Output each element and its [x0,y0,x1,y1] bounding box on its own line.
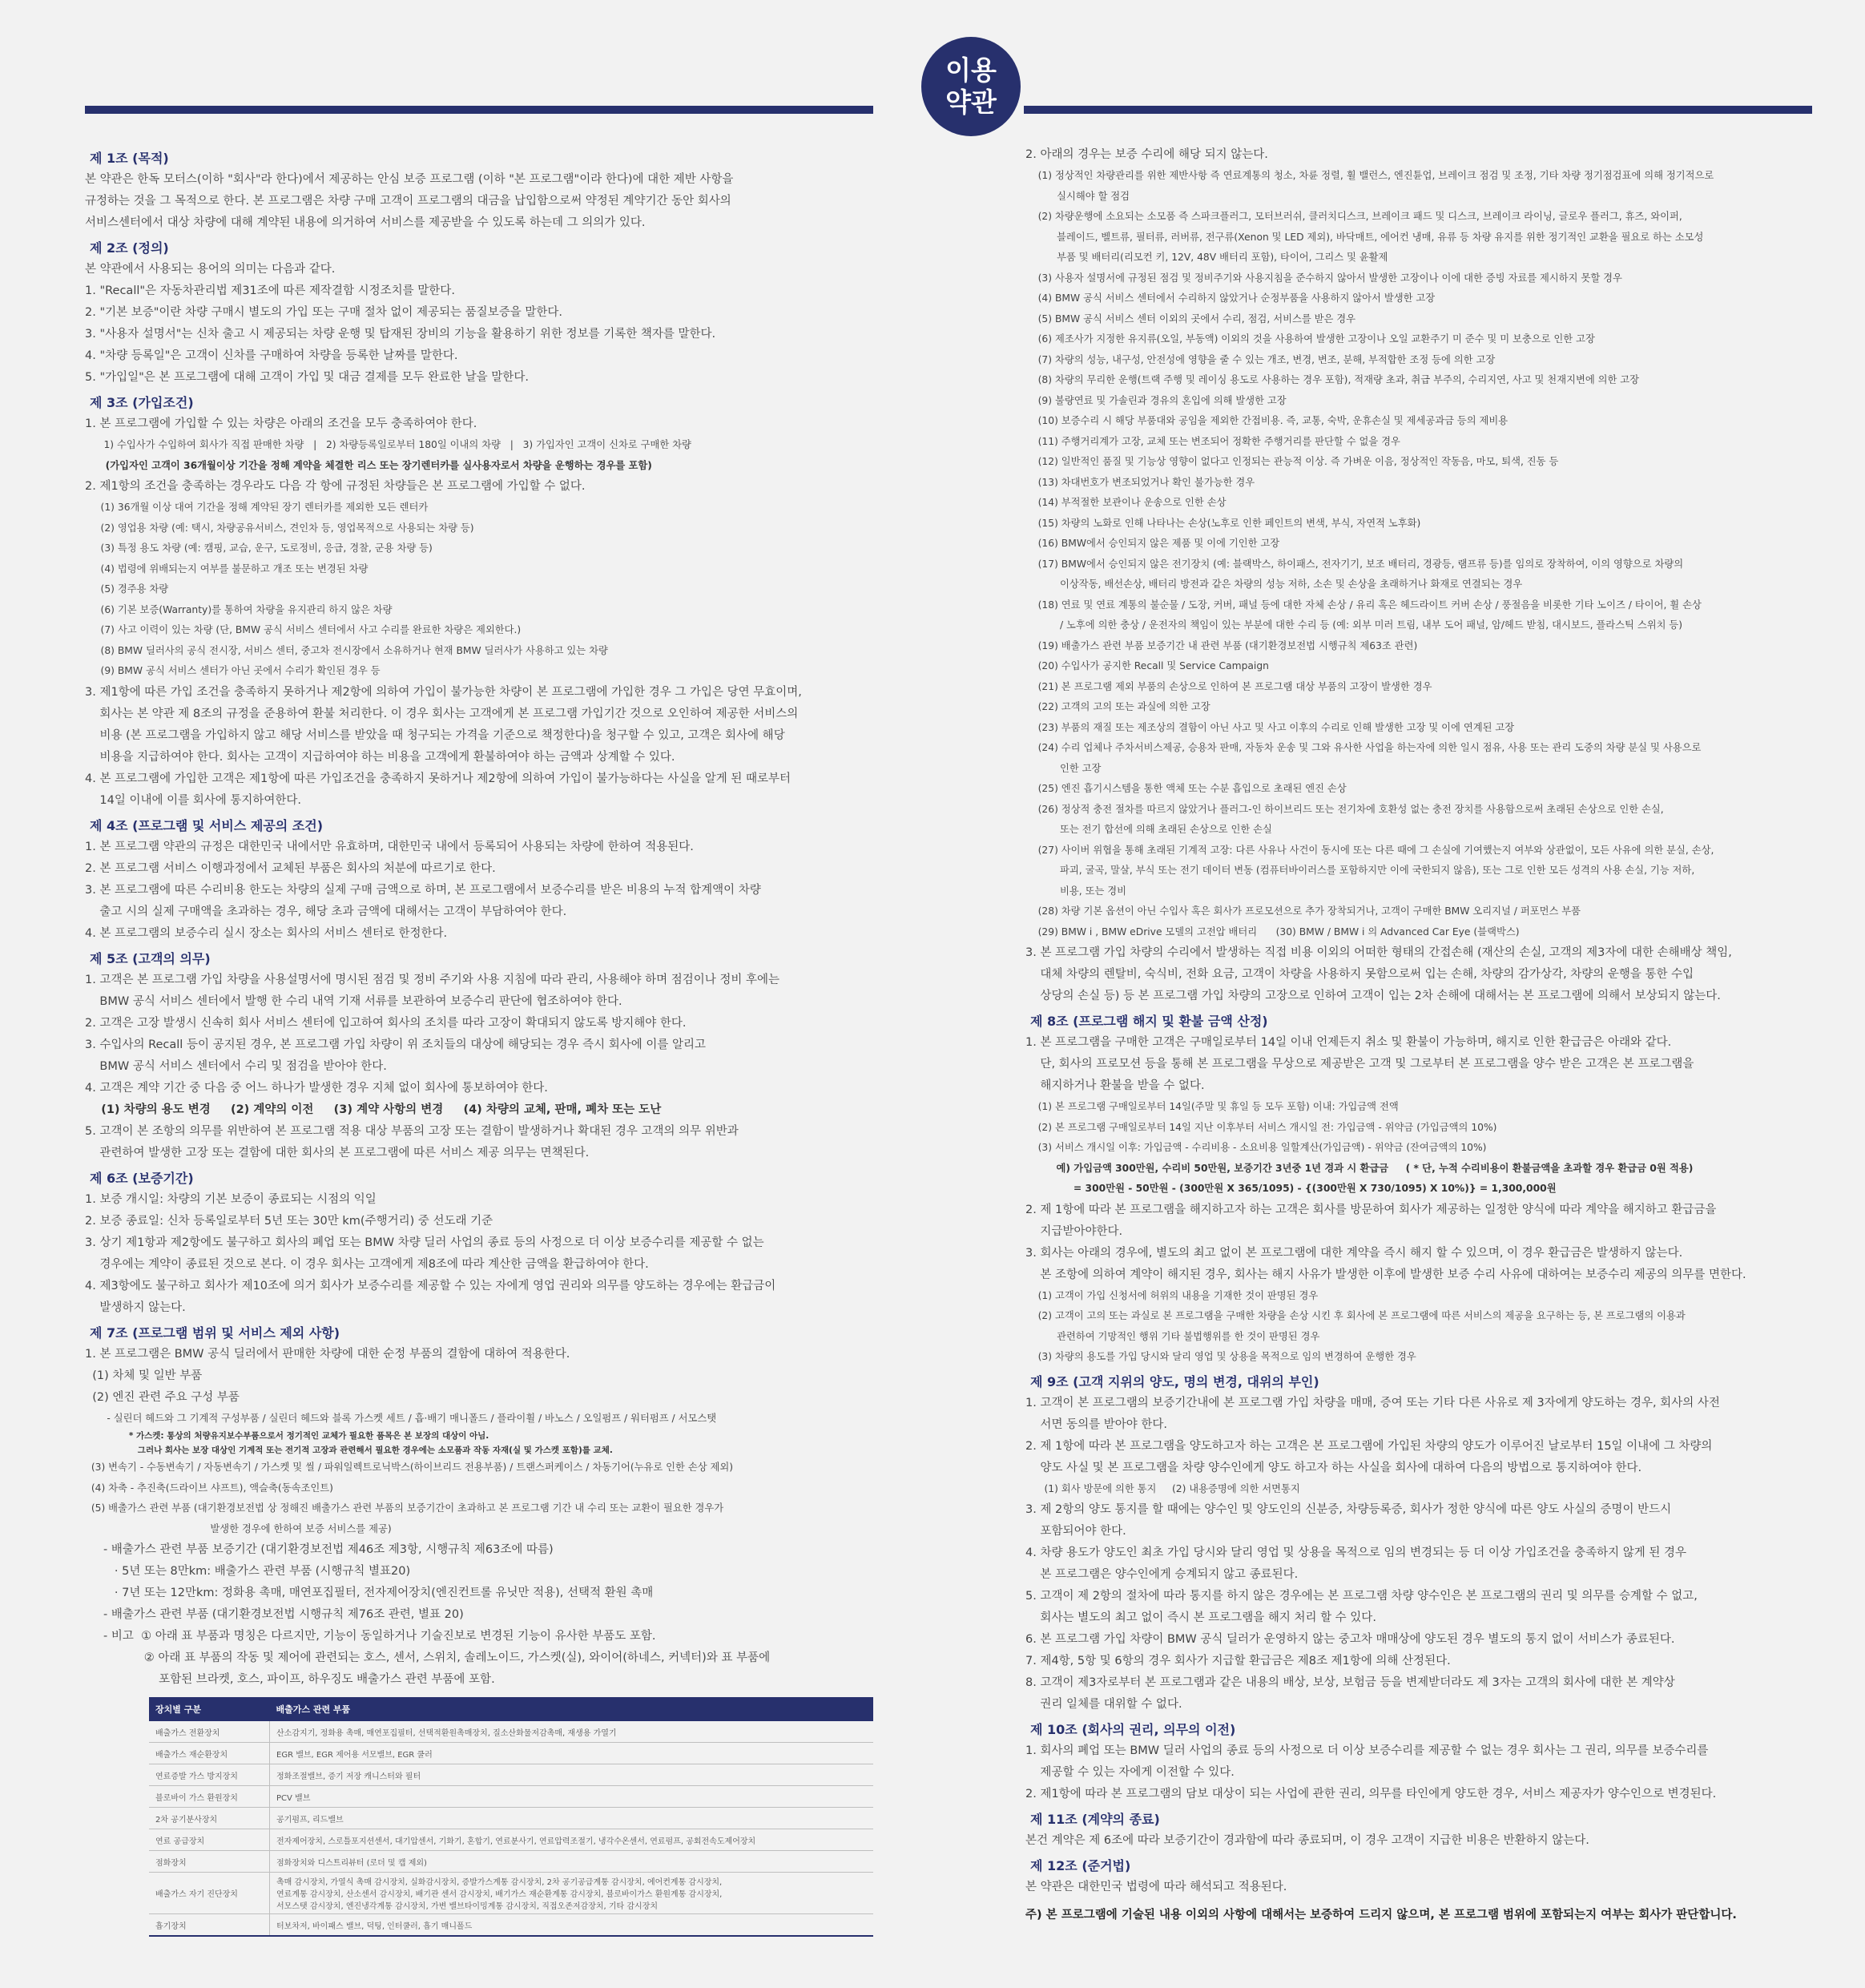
paragraph-line: 1. 본 프로그램은 BMW 공식 딜러에서 판매한 차량에 대한 순정 부품의 결함에 대하여 적용한다. [85,1347,570,1361]
paragraph-line: 출고 시의 실제 구매액을 초과하는 경우, 해당 초과 금액에 대해서는 고객이 부담하여야 한다. [85,905,567,918]
table-cell-device: 배출가스 자기 진단장치 [149,1873,270,1914]
table-row [149,1808,873,1829]
sub-item-line: (2) 영업용 차량 (예: 택시, 차량공유서비스, 견인차 등, 영업목적으로 사용되는 차량 등) [85,522,474,534]
sub-item-line: (15) 차량의 노화로 인해 나타나는 손상(노후로 인한 페인트의 변색, 부식, 자연적 노후화) [1025,517,1421,529]
right-column-text [1025,144,1823,1898]
paragraph-line: 2. 아래의 경우는 보증 수리에 해당 되지 않는다. [1025,148,1268,161]
sub-item-line: (5) 배출가스 관련 부품 (대기환경보전법 상 정해진 배출가스 관련 부품의 보증기간이 초과하고 본 프로그램 기간 내 수리 또는 교환이 필요한 경우가 [85,1502,724,1514]
sub-item-line: (13) 차대번호가 변조되었거나 확인 불가능한 경우 [1025,476,1255,488]
footer-note: 주) 본 프로그램에 기술된 내용 이외의 사항에 대해서는 보증하여 드리지 않으며, 본 프로그램 범위에 포함되는지 여부는 회사가 판단합니다. [1025,1909,1737,1921]
table-cell-parts: PCV 밸브 [270,1786,874,1808]
paragraph-line: 4. 차량 용도가 양도인 최초 가입 당시와 달리 영업 및 상용을 목적으로 임의 변경되는 등 더 이상 가입조건을 충족하지 않게 된 경우 [1025,1546,1686,1559]
sub-item-line: (28) 차량 기본 옵션이 아닌 수입사 혹은 회사가 프로모션으로 추가 장착되거나, 고객이 구매한 BMW 오리지널 / 퍼포먼스 부품 [1025,905,1581,917]
sub-item-line: (3) 변속기 - 수동변속기 / 자동변속기 / 가스켓 및 씰 / 파워일렉트로닉박스(하이브리드 전용부품) / 트랜스퍼케이스 / 차동기어(누유로 인한 손상 제외) [85,1462,734,1473]
sub-item-line: (1) 정상적인 차량관리를 위한 제반사항 즉 연료계통의 청소, 차륜 정렬, 휠 밸런스, 엔진튠업, 브레이크 점검 및 조정, 기타 차량 정기점검표에 의해 정기적으로 [1025,170,1714,181]
table-header-parts: 배출가스 관련 부품 [270,1697,874,1721]
sub-item-line: 이상작동, 배선손상, 배터리 방전과 같은 차량의 성능 저하, 소손 및 손상을 초래하거나 화재로 연결되는 경우 [1025,579,1523,590]
paragraph-line: 1. 회사의 폐업 또는 BMW 딜러 사업의 종료 등의 사정으로 더 이상 보증수리를 제공할 수 없는 경우 회사는 그 권리, 의무를 보증수리를 [1025,1744,1709,1757]
sub-item-line: 비용, 또는 경비 [1025,885,1126,897]
sub-item-line: (26) 정상적 충전 절차를 따르지 않았거나 플러그-인 하이브리드 또는 전기차에 호환성 없는 충전 장치를 사용함으로써 초래된 손상으로 인한 손실, [1025,803,1664,815]
paragraph-line: ② 아래 표 부품의 작동 및 제어에 관련되는 호스, 센서, 스위치, 솔레노이드, 가스켓(실), 와이어(하네스, 커넥터)와 표 부품에 [85,1651,771,1664]
sub-item-line: (9) 불량연료 및 가솔린과 경유의 혼입에 의해 발생한 고장 [1025,394,1287,406]
paragraph-line: 2. 제1항의 조건을 충족하는 경우라도 다음 각 항에 규정된 차량들은 본 프로그램에 가입할 수 없다. [85,480,586,493]
sub-item-line: (가입자인 고객이 36개월이상 기간을 정해 계약을 체결한 리스 또는 장기렌터카를 실사용자로서 차량을 운행하는 경우를 포함) [85,459,652,471]
paragraph-line: BMW 공식 서비스 센터에서 수리 및 점검을 받아야 한다. [85,1059,387,1073]
sub-item-line: (3) 특정 용도 차량 (예: 캠핑, 교습, 운구, 도로정비, 응급, 경찰, 군용 차량 등) [85,542,433,554]
left-column-text [85,150,882,1691]
paragraph-line: 4. 제3항에도 불구하고 회사가 제10조에 의거 회사가 보증수리를 제공할 수 있는 자에게 영업 권리와 의무를 양도하는 경우에는 환급금이 [85,1279,776,1292]
paragraph-line: (2) 엔진 관련 주요 구성 부품 [85,1390,240,1404]
sub-item-line: / 노후에 의한 충상 / 운전자의 책임이 있는 부분에 대한 수리 등 (예: 외부 미러 트림, 내부 도어 패널, 암/헤드 받침, 대시보드, 플라스틱 스위치 등) [1025,619,1683,631]
sub-item-line: 파괴, 굴곡, 말살, 부식 또는 전기 데이터 변동 (컴퓨터바이러스를 포함하지만 이에 국한되지 않음), 또는 그로 인한 모든 성격의 사용 손실, 기능 저하, [1025,865,1695,876]
paragraph-line: 3. 제1항에 따른 가입 조건을 충족하지 못하거나 제2항에 의하여 가입이 불가능한 차량이 본 프로그램에 가입한 경우 그 가입은 당연 무효이며, [85,685,802,699]
paragraph-line: · 7년 또는 12만km: 정화용 촉매, 매연포집필터, 전자제어장치(엔진컨트롤 유닛만 적용), 선택적 환원 촉매 [85,1587,654,1599]
sub-item-line: (9) BMW 공식 서비스 센터가 아닌 곳에서 수리가 확인된 경우 등 [85,665,381,676]
sub-item-line: (4) BMW 공식 서비스 센터에서 수리하지 않았거나 순정부품을 사용하지 않아서 발생한 고장 [1025,292,1436,304]
sub-item-line: - 실린더 헤드와 그 기계적 구성부품 / 실린더 헤드와 블록 가스켓 세트 / 흡·배기 매니폴드 / 플라이휠 / 바노스 / 오일펌프 / 워터펌프 / 서모스탯 [85,1412,717,1424]
sub-item-line: (5) BMW 공식 서비스 센터 이외의 곳에서 수리, 점검, 서비스를 받은 경우 [1025,313,1356,325]
paragraph-line: 포함되어야 한다. [1025,1525,1126,1538]
table-row [149,1829,873,1851]
paragraph-line: 2. 제 1항에 따라 본 프로그램을 해지하고자 하는 고객은 회사를 방문하여 회사가 제공하는 일정한 양식에 따라 계약을 해지하고 환급금을 [1025,1203,1717,1216]
sub-item-line: (4) 법령에 위배되는지 여부를 불문하고 개조 또는 변경된 차량 [85,563,369,575]
paragraph-line: 5. "가입일"은 본 프로그램에 대해 고객이 가입 및 대금 결제를 모두 완료한 날을 말한다. [85,371,529,384]
paragraph-line: 대체 차량의 렌탈비, 숙식비, 전화 요금, 고객이 차량을 사용하지 못함으로써 입는 손해, 차량의 감가상각, 차량의 운행을 통한 수입 [1025,968,1694,981]
sub-item-line: (1) 회사 방문에 의한 통지 (2) 내용증명에 의한 서면통지 [1025,1482,1300,1494]
sub-item-line: (1) 고객이 가입 신청서에 허위의 내용을 기재한 것이 판명된 경우 [1025,1289,1319,1301]
paragraph-line: 규정하는 것을 그 목적으로 한다. 본 프로그램은 차량 구매 고객이 프로그램의 대금을 납입함으로써 약정된 계약기간 동안 회사의 [85,195,731,208]
section-heading: 제 10조 (회사의 권리, 의무의 이전) [1030,1722,1236,1737]
sub-item-line: (1) 36개월 이상 대여 기간을 정해 계약된 장기 렌터카를 제외한 모든 렌터카 [85,502,429,513]
paragraph-line: 1. 본 프로그램에 가입할 수 있는 차량은 아래의 조건을 모두 충족하여야 한다. [85,417,477,430]
table-row [149,1764,873,1786]
terms-badge [921,37,1021,136]
paragraph-line: 서면 동의를 받아야 한다. [1025,1417,1167,1431]
sub-item-line: (19) 배출가스 관련 부품 보증기간 내 관련 부품 (대기환경보전법 시행규칙 제63조 관련) [1025,639,1418,651]
footnote-line: 그러나 회사는 보장 대상인 기계적 또는 전기적 고장과 관련해서 필요한 경우에는 소모품과 작동 자재(실 및 가스켓 포함)를 교체. [85,1446,613,1455]
sub-item-line: (25) 엔진 흡기시스템을 통한 액체 또는 수분 흡입으로 초래된 엔진 손상 [1025,783,1347,794]
paragraph-line: 본 약관은 대한민국 법령에 따라 해석되고 적용된다. [1025,1881,1287,1893]
table-cell-device: 블로바이 가스 환원장치 [149,1786,270,1808]
sub-item-line: (20) 수입사가 공지한 Recall 및 Service Campaign [1025,660,1269,671]
sub-item-line: (1) 본 프로그램 구매일로부터 14일(주말 및 휴일 등 모두 포함) 이내: 가입금액 전액 [1025,1101,1399,1112]
paragraph-line: 1. 본 프로그램을 구매한 고객은 구매일로부터 14일 이내 언제든지 취소 및 환불이 가능하며, 해지로 인한 환급금은 아래와 같다. [1025,1036,1672,1049]
paragraph-line: 본 프로그램은 양수인에게 승계되지 않고 종료된다. [1025,1568,1299,1581]
sub-item-line: (16) BMW에서 승인되지 않은 제품 및 이에 기인한 고장 [1025,538,1280,549]
paragraph-line: · 5년 또는 8만km: 배출가스 관련 부품 (시행규칙 별표20) [85,1565,411,1578]
paragraph-line: 상당의 손실 등) 등 본 프로그램 가입 차량의 고장으로 인하여 고객이 입는 2차 손해에 대해서는 본 프로그램에 의해서 보상되지 않는다. [1025,990,1721,1002]
table-cell-parts: 터보차저, 바이패스 밸브, 덕팅, 인터쿨러, 흡기 매니폴드 [270,1914,874,1937]
paragraph-line: (1) 차체 및 일반 부품 [85,1369,203,1382]
table-body [149,1721,873,1936]
paragraph-line: 14일 이내에 이를 회사에 통지하여한다. [85,793,302,807]
paragraph-line: 경우에는 계약이 종료된 것으로 본다. 이 경우 회사는 고객에게 제8조에 따라 계산한 금액을 환급하여야 한다. [85,1257,649,1271]
sub-item-line: (11) 주행거리계가 고장, 교체 또는 변조되어 정확한 주행거리를 판단할 수 없을 경우 [1025,435,1400,447]
header-rule-right [1024,106,1812,114]
table-cell-device: 배출가스 전환장치 [149,1721,270,1743]
table-row [149,1743,873,1764]
paragraph-line: 회사는 별도의 최고 없이 즉시 본 프로그램을 해지 처리 할 수 있다. [1025,1611,1376,1624]
table-cell-device: 흡기장치 [149,1914,270,1937]
sub-item-line: (18) 연료 및 연료 계통의 불순물 / 도장, 커버, 패널 등에 대한 자체 손상 / 유리 혹은 헤드라이트 커버 손상 / 풍절음을 비롯한 기타 노이즈 / 타이어, 휠 손상 [1025,599,1702,611]
sub-item-line: (5) 경주용 차량 [85,583,169,595]
sub-item-line: 인한 고장 [1025,762,1102,774]
section-heading: 제 4조 (프로그램 및 서비스 제공의 조건) [90,817,324,833]
sub-item-line: (14) 부적절한 보관이나 운송으로 인한 손상 [1025,497,1227,508]
sub-item-line: 실시해야 할 점검 [1025,190,1130,202]
sub-item-line: (22) 고객의 고의 또는 과실에 의한 고장 [1025,701,1210,712]
sub-item-line: (2) 차량운행에 소요되는 소모품 즉 스파크플러그, 모터브러쉬, 클러치디스크, 브레이크 패드 및 디스크, 브레이크 라이닝, 글로우 플러그, 휴즈, 와이퍼, [1025,211,1682,222]
section-heading: 제 3조 (가입조건) [90,395,194,410]
left-column [85,144,882,1937]
sub-item-line: (2) 본 프로그램 구매일로부터 14일 지난 이후부터 서비스 개시일 전: 가입금액 - 위약금 (가입금액의 10%) [1025,1121,1497,1133]
paragraph-line: 2. "기본 보증"이란 차량 구매시 별도의 가입 또는 구매 절차 없이 제공되는 품질보증을 말한다. [85,306,562,319]
paragraph-line: 비용을 지급하여야 한다. 회사는 고객이 지급하여야 하는 비용을 고객에게 환불하여야 하는 금액과 상계할 수 있다. [85,750,675,764]
section-heading: 제 7조 (프로그램 범위 및 서비스 제외 사항) [90,1325,340,1341]
paragraph-line: 단, 회사의 프로모션 등을 통해 본 프로그램을 무상으로 제공받은 고객 및 그로부터 본 프로그램을 양수 받은 고객은 본 프로그램을 [1025,1058,1694,1071]
table-cell-parts: 정화조절밸브, 증기 저장 캐니스터와 필터 [270,1764,874,1786]
paragraph-line: 1. 고객이 본 프로그램의 보증기간내에 본 프로그램 가입 차량을 매매, 증여 또는 기타 다른 사유로 제 3자에게 양도하는 경우, 회사의 사전 [1025,1396,1720,1409]
paragraph-line: 회사는 본 약관 제 8조의 규정을 준용하여 환불 처리한다. 이 경우 회사는 고객에게 본 프로그램 가입기간 것으로 오인하여 제공한 서비스의 [85,707,799,720]
right-column [1025,144,1823,1926]
badge-line-2: 약관 [945,87,997,118]
paragraph-line: 서비스센터에서 대상 차량에 대해 계약된 내용에 의거하여 서비스를 제공받을 수 있도록 하는데 그 의의가 있다. [85,216,646,229]
table-row [149,1721,873,1743]
sub-item-line: = 300만원 - 50만원 - (300만원 X 365/1095) - {(300만원 X 730/1095) X 10%)} = 1,300,000원 [1025,1183,1557,1194]
paragraph-line: 4. 본 프로그램에 가입한 고객은 제1항에 따른 가입조건을 충족하지 못하거나 제2항에 의하여 가입이 불가능하다는 사실을 알게 된 때로부터 [85,772,792,785]
table-cell-parts: EGR 밸브, EGR 제어용 서모밸브, EGR 쿨러 [270,1743,874,1764]
paragraph-line: 권리 일체를 대위할 수 없다. [1025,1698,1182,1711]
paragraph-line: 5. 고객이 본 조항의 의무를 위반하여 본 프로그램 적용 대상 부품의 고장 또는 결함이 발생하거나 확대된 경우 고객의 의무 위반과 [85,1124,739,1138]
table-cell-device: 점화장치 [149,1851,270,1873]
paragraph-line: 해지하거나 환불을 받을 수 없다. [1025,1079,1205,1092]
paragraph-line: 관련하여 발생한 고장 또는 결함에 대한 회사의 본 프로그램에 따른 서비스 제공 의무는 면책된다. [85,1146,590,1159]
table-row [149,1873,873,1914]
paragraph-line: 5. 고객이 제 2항의 절차에 따라 통지를 하지 않은 경우에는 본 프로그램 차량 양수인은 본 프로그램의 권리 및 의무를 승계할 수 없고, [1025,1590,1698,1603]
paragraph-line: 본 조항에 의하여 계약이 해지된 경우, 회사는 해지 사유가 발생한 이후에 발생한 보증 수리 사유에 대하여는 보증수리 제공의 의무를 면한다. [1025,1268,1746,1281]
paragraph-line: 2. 본 프로그램 서비스 이행과정에서 교체된 부품은 회사의 처분에 따르기로 한다. [85,861,496,875]
paragraph-line: 3. 본 프로그램 가입 차량의 수리에서 발생하는 직접 비용 이외의 어떠한 형태의 간접손해 (재산의 손실, 고객의 제3자에 대한 손해배상 책임, [1025,946,1732,959]
paragraph-line: 3. 수입사의 Recall 등이 공지된 경우, 본 프로그램 가입 차량이 위 조치들의 대상에 해당되는 경우 즉시 회사에 이를 알리고 [85,1038,706,1051]
section-heading: 제 9조 (고객 지위의 양도, 명의 변경, 대위의 부인) [1030,1373,1319,1389]
sub-item-line: (8) 차량의 무리한 운행(트랙 주행 및 레이싱 용도로 사용하는 경우 포함), 적재량 초과, 취급 부주의, 수리지연, 사고 및 천재지변에 의한 고장 [1025,374,1640,385]
paragraph-line: - 배출가스 관련 부품 보증기간 (대기환경보전법 제46조 제3항, 시행규칙 제63조에 따름) [85,1543,554,1556]
section-heading: 제 2조 (정의) [90,240,169,256]
table-row [149,1914,873,1937]
sub-item-line: 부품 및 배터리(리모컨 키, 12V, 48V 배터리 포함), 타이어, 그리스 및 윤활제 [1025,252,1388,263]
table-row [149,1851,873,1873]
sub-item-line: (3) 차량의 용도를 가입 당시와 달리 영업 및 상용을 목적으로 임의 변경하여 운행한 경우 [1025,1351,1416,1362]
paragraph-line: 1. 고객은 본 프로그램 가입 차량을 사용설명서에 명시된 점검 및 정비 주기와 사용 지침에 따라 관리, 사용해야 하며 점검이나 정비 후에는 [85,973,779,986]
paragraph-line: 본건 계약은 제 6조에 따라 보증기간이 경과함에 따라 종료되며, 이 경우 고객이 지급한 비용은 반환하지 않는다. [1025,1834,1589,1847]
paragraph-line: 7. 제4항, 5항 및 6항의 경우 회사가 지급할 환급금은 제8조 제1항에 의해 산정된다. [1025,1655,1451,1667]
section-heading: 제 1조 (목적) [90,151,169,166]
sub-item-line: (10) 보증수리 시 해당 부품대와 공임을 제외한 간접비용. 즉, 교통, 숙박, 운휴손실 및 제세공과금 등의 제비용 [1025,415,1509,426]
paragraph-line: 3. 상기 제1항과 제2항에도 불구하고 회사의 폐업 또는 BMW 차량 딜러 사업의 종료 등의 사정으로 더 이상 보증수리를 제공할 수 없는 [85,1236,764,1249]
paragraph-line: (1) 차량의 용도 변경 (2) 계약의 이전 (3) 계약 사항의 변경 (4) 차량의 교체, 판매, 폐차 또는 도난 [85,1103,662,1116]
paragraph-line: 1. 보증 개시일: 차량의 기본 보증이 종료되는 시점의 익일 [85,1192,377,1206]
paragraph-line: 본 약관은 한독 모터스(이하 "회사"라 한다)에서 제공하는 안심 보증 프로그램 (이하 "본 프로그램"이라 한다)에 대한 제반 사항을 [85,173,734,186]
paragraph-line: 1. "Recall"은 자동차관리법 제31조에 따른 제작결함 시정조치를 말한다. [85,284,455,297]
paragraph-line: 본 약관에서 사용되는 용어의 의미는 다음과 같다. [85,263,336,276]
table-cell-parts: 전자제어장치, 스로틀포지션센서, 대기압센서, 기화기, 혼합기, 연료분사기, 연료압력조절기, 냉각수온센서, 연료펌프, 공회전속도제어장치 [270,1829,874,1851]
paragraph-line: 양도 사실 및 본 프로그램을 차량 양수인에게 양도 하고자 하는 사실을 회사에 대하여 다음의 방법으로 통지하여야 한다. [1025,1461,1642,1474]
paragraph-line: 6. 본 프로그램 가입 차량이 BMW 공식 딜러가 운영하지 않는 중고차 매매상에 양도된 경우 별도의 통지 없이 서비스가 종료된다. [1025,1633,1675,1646]
paragraph-line: 2. 제 1항에 따라 본 프로그램을 양도하고자 하는 고객은 본 프로그램에 가입된 차량의 양도가 이루어진 날로부터 15일 이내에 그 차량의 [1025,1439,1713,1453]
sub-item-line: 블레이드, 벨트류, 필터류, 러버류, 전구류(Xenon 및 LED 제외), 바닥매트, 에어컨 냉매, 유류 등 차량 유지를 위한 정기적인 교환을 필요로 하는 소모성 [1025,231,1704,243]
section-heading: 제 12조 (준거법) [1030,1858,1131,1873]
sub-item-line: (2) 고객이 고의 또는 과실로 본 프로그램을 구매한 차량을 손상 시킨 후 회사에 본 프로그램에 따른 서비스의 제공을 요구하는 등, 본 프로그램의 이용과 [1025,1310,1686,1321]
sub-item-line: (29) BMW i , BMW eDrive 모델의 고전압 배터리 (30) BMW / BMW i 의 Advanced Car Eye (블랙박스) [1025,925,1520,938]
sub-item-line: 예) 가입금액 300만원, 수리비 50만원, 보증기간 3년중 1년 경과 시 환급금 ( * 단, 누적 수리비용이 환불금액을 초과할 경우 환급금 0원 적용) [1025,1162,1694,1174]
section-heading: 제 6조 (보증기간) [90,1170,194,1186]
sub-item-line: (4) 차축 - 추진축(드라이브 샤프트), 액슬축(동속조인트) [85,1482,333,1494]
paragraph-line: 발생하지 않는다. [85,1300,186,1314]
table-cell-device: 2차 공기분사장치 [149,1808,270,1829]
sub-item-line: (6) 기본 보증(Warranty)를 통하여 차량을 유지관리 하지 않은 차량 [85,603,393,615]
sub-item-line: (21) 본 프로그램 제외 부품의 손상으로 인하여 본 프로그램 대상 부품의 고장이 발생한 경우 [1025,680,1432,692]
header-rule-left [85,106,873,114]
paragraph-line: 4. "차량 등록일"은 고객이 신차를 구매하여 차량을 등록한 날짜를 말한다. [85,349,458,362]
table-row [149,1786,873,1808]
paragraph-line: 8. 고객이 제3자로부터 본 프로그램과 같은 내용의 배상, 보상, 보험금 등을 변제받더라도 제 3자는 고객의 회사에 대한 본 계약상 [1025,1676,1675,1689]
table-cell-device: 배출가스 재순환장치 [149,1743,270,1764]
paragraph-line: 1. 본 프로그램 약관의 규정은 대한민국 내에서만 유효하며, 대한민국 내에서 등록되어 사용되는 차량에 한하여 적용된다. [85,840,694,853]
paragraph-line: - 배출가스 관련 부품 (대기환경보전법 시행규칙 제76조 관련, 별표 20) [85,1608,464,1621]
sub-item-line: 발생한 경우에 한하여 보증 서비스를 제공) [85,1522,392,1534]
badge-line-1: 이용 [945,54,997,86]
section-heading: 제 5조 (고객의 의무) [90,950,211,966]
section-heading: 제 11조 (계약의 종료) [1030,1812,1160,1827]
table-cell-parts: 산소감지기, 정화용 촉매, 매연포집필터, 선택적환원촉매장치, 질소산화물저감촉매, 재생용 가열기 [270,1721,874,1743]
paragraph-line: 4. 고객은 계약 기간 중 다음 중 어느 하나가 발생한 경우 지체 없이 회사에 통보하여야 한다. [85,1081,548,1095]
paragraph-line: 비용 (본 프로그램을 가입하지 않고 해당 서비스를 받았을 때 청구되는 가격을 기준으로 책정한다)을 청구할 수 있고, 고객은 회사에 해당 [85,728,785,742]
paragraph-line: 3. 제 2항의 양도 통지를 할 때에는 양수인 및 양도인의 신분증, 차량등록증, 회사가 정한 양식에 따른 양도 사실의 증명이 반드시 [1025,1503,1672,1516]
paragraph-line: 3. "사용자 설명서"는 신차 출고 시 제공되는 차량 운행 및 탑재된 장비의 기능을 활용하기 위한 정보를 기록한 책자를 말한다. [85,328,716,341]
sub-item-line: (27) 사이버 위협을 통해 초래된 기계적 고장: 다른 사유나 사건이 동시에 또는 다른 때에 그 손실에 기여했는지 여부와 상관없이, 모든 사유에 의한 분실, 손상, [1025,844,1714,856]
paragraph-line: 4. 본 프로그램의 보증수리 실시 장소는 회사의 서비스 센터로 한정한다. [85,926,448,940]
paragraph-line: 지급받아야한다. [1025,1224,1123,1238]
table-header-row [149,1697,873,1721]
table-cell-device: 연료 공급장치 [149,1829,270,1851]
paragraph-line: 2. 제1항에 따라 본 프로그램의 담보 대상이 되는 사업에 관한 권리, 의무를 타인에게 양도한 경우, 서비스 제공자가 양수인으로 변경된다. [1025,1788,1717,1800]
sub-item-line: (24) 수리 업체나 주차서비스제공, 승용차 판매, 자동차 운송 및 그와 유사한 사업을 하는자에 의한 일시 점유, 사용 또는 관리 도중의 차량 분실 및 사용으로 [1025,742,1702,753]
paragraph-line: 2. 보증 종료일: 신차 등록일로부터 5년 또는 30만 km(주행거리) 중 선도래 기준 [85,1214,493,1228]
sub-item-line: (7) 차량의 성능, 내구성, 안전성에 영향을 줄 수 있는 개조, 변경, 변조, 분해, 부적합한 조정 등에 의한 고장 [1025,353,1496,365]
paragraph-line: 3. 본 프로그램에 따른 수리비용 한도는 차량의 실제 구매 금액으로 하며, 본 프로그램에서 보증수리를 받은 비용의 누적 합계액이 차량 [85,883,761,897]
sub-item-line: (12) 일반적인 품질 및 기능상 영향이 없다고 인정되는 관능적 이상. 즉 가벼운 이음, 정상적인 작동음, 마모, 퇴색, 진동 등 [1025,456,1559,467]
paragraph-line: BMW 공식 서비스 센터에서 발행 한 수리 내역 기재 서류를 보관하여 보증수리 판단에 협조하여야 한다. [85,994,622,1008]
sub-item-line: (17) BMW에서 승인되지 않은 전기장치 (예: 블랙박스, 하이패스, 전자기기, 보조 배터리, 경광등, 램프류 등)를 임의로 장착하여, 이의 영향으로 차량의 [1025,558,1684,570]
section-heading: 제 8조 (프로그램 해지 및 환불 금액 산정) [1030,1014,1268,1029]
sub-item-line: (8) BMW 딜러사의 공식 전시장, 서비스 센터, 중고차 전시장에서 소유하거나 현재 BMW 딜러사가 사용하고 있는 차량 [85,644,608,656]
emission-parts-table [149,1697,873,1937]
table-cell-parts: 점화장치와 디스트리뷰터 (로더 및 캡 제외) [270,1851,874,1873]
table-header-device: 장치별 구분 [149,1697,270,1721]
sub-item-line: (3) 서비스 개시일 이후: 가입금액 - 수리비용 - 소요비용 일할계산(가입금액) - 위약금 (잔여금액의 10%) [1025,1142,1487,1153]
paragraph-line: 제공할 수 있는 자에게 이전할 수 있다. [1025,1766,1235,1779]
sub-item-line: 또는 전기 합선에 의해 초래된 손상으로 인한 손실 [1025,824,1272,835]
footnote-line: * 가스켓: 통상의 처량유지보수부품으로서 정기적인 교체가 필요한 품목은 본 보장의 대상이 아님. [85,1431,489,1441]
paragraph-line: 포함된 브라켓, 호스, 파이프, 하우징도 배출가스 관련 부품에 포함. [85,1673,495,1686]
sub-item-line: (3) 사용자 설명서에 규정된 점검 및 정비주기와 사용지침을 준수하지 않아서 발생한 고장이나 이에 대한 증빙 자료를 제시하지 못할 경우 [1025,272,1622,284]
sub-item-line: (7) 사고 이력이 있는 차량 (단, BMW 공식 서비스 센터에서 사고 수리를 완료한 차량은 제외한다.) [85,624,522,635]
sub-item-line: (23) 부품의 재질 또는 제조상의 결함이 아닌 사고 및 사고 이후의 수리로 인해 발생한 고장 및 이에 연계된 고장 [1025,721,1515,733]
paragraph-line: - 비고 ① 아래 표 부품과 명칭은 다르지만, 기능이 동일하거나 기술진보로 변경된 기능이 유사한 부품도 포함. [85,1630,656,1643]
table-cell-parts: 촉매 감시장치, 가열식 촉매 감시장치, 실화감시장치, 증발가스계통 감시장치, 2차 공기공급계통 감시장치, 에어컨계통 감시장치, 연료계통 감시장치, 산소센서 감시장치, 배기관 센서 감시장치, 배기가스 재순환계통 감시장치, 블로바이가스 환원계통 감시장치, 서모스탯 감시장치, 엔진냉각계통 감시장치, 가변 밸브타이밍계통 감시장치, 직접오존저감장치, 기타 감시장치 [270,1873,874,1914]
table-cell-device: 연료증발 가스 방지장치 [149,1764,270,1786]
table-cell-parts: 공기펌프, 리드밸브 [270,1808,874,1829]
sub-item-line: 1) 수입사가 수입하여 회사가 직접 판매한 차량 | 2) 차량등록일로부터 180일 이내의 차량 | 3) 가입자인 고객이 신차로 구매한 차량 [85,439,691,450]
sub-item-line: (6) 제조사가 지정한 유지류(오일, 부동액) 이외의 것을 사용하여 발생한 고장이나 오일 교환주기 미 준수 및 미 보충으로 인한 고장 [1025,333,1595,345]
paragraph-line: 3. 회사는 아래의 경우에, 별도의 최고 없이 본 프로그램에 대한 계약을 즉시 해지 할 수 있으며, 이 경우 환급금은 발생하지 않는다. [1025,1246,1683,1260]
paragraph-line: 2. 고객은 고장 발생시 신속히 회사 서비스 센터에 입고하여 회사의 조치를 따라 고장이 확대되지 않도록 방지해야 한다. [85,1016,687,1030]
sub-item-line: 관련하여 기망적인 행위 기타 불법행위를 한 것이 판명된 경우 [1025,1330,1320,1342]
